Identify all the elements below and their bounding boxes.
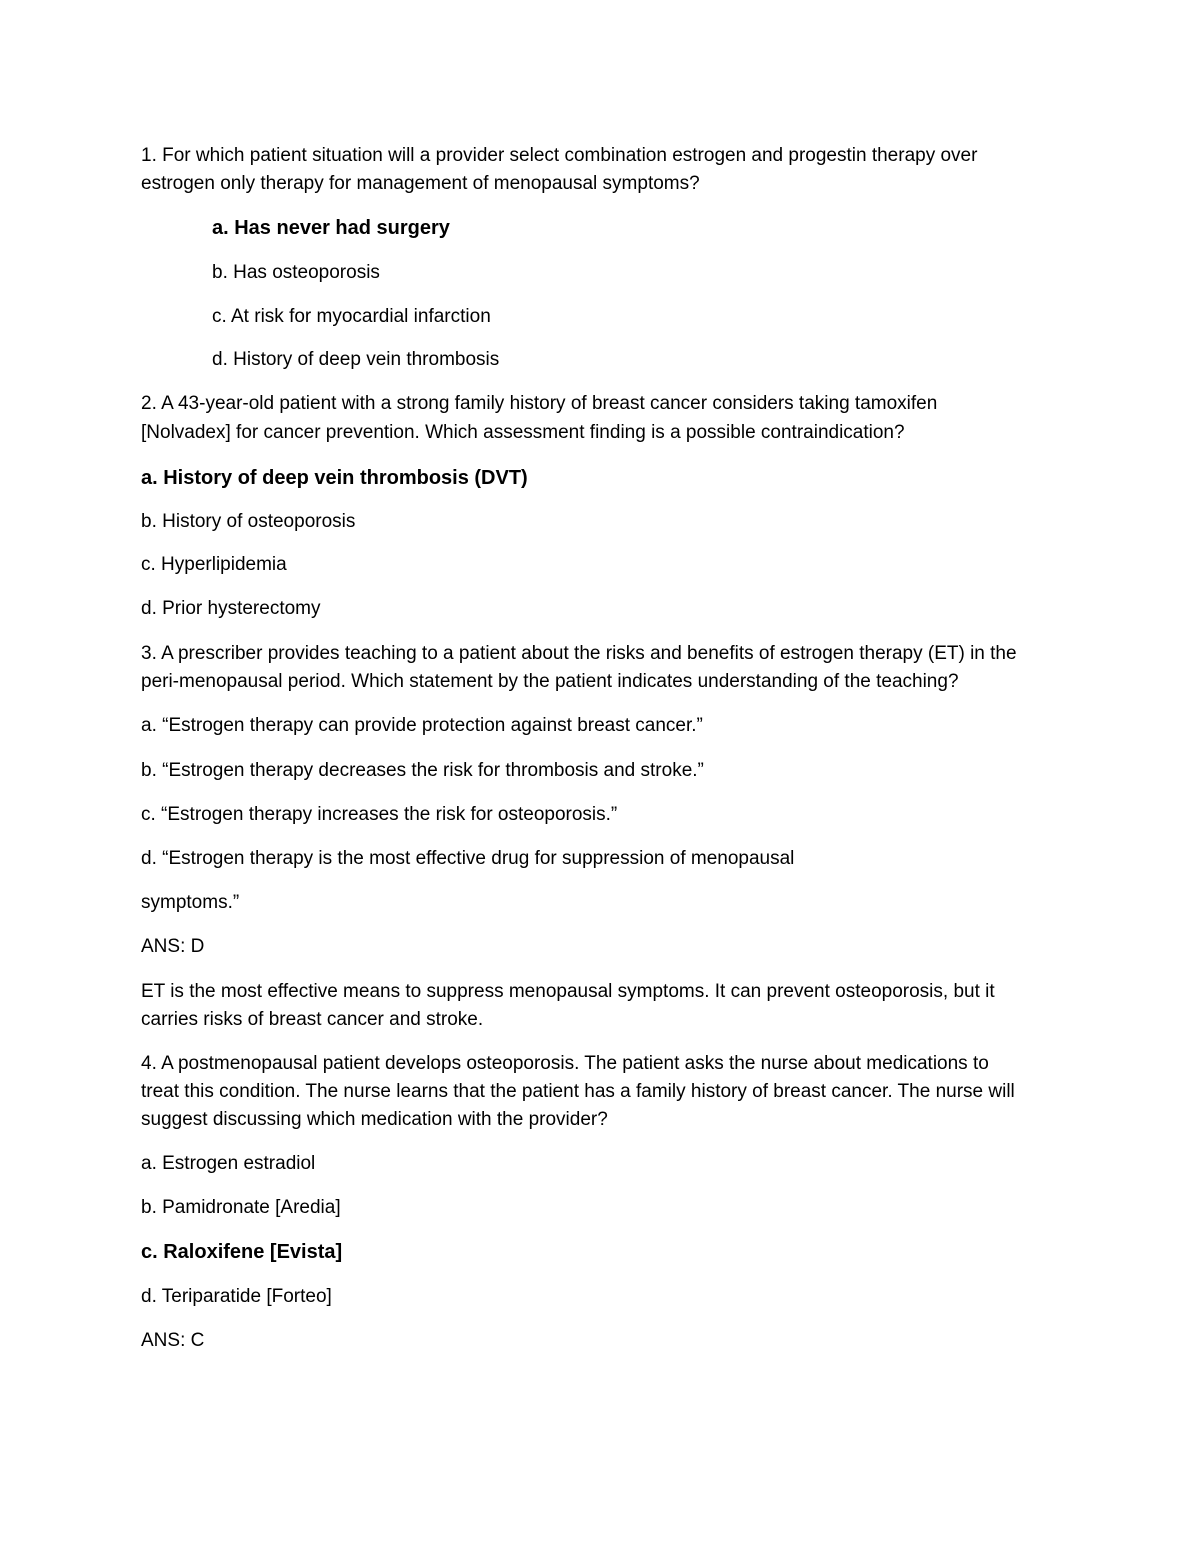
question-3-rationale-line-2: carries risks of breast cancer and stroke. <box>141 1009 484 1030</box>
question-2-text-line-1: 2. A 43-year-old patient with a strong family history of breast cancer considers taking tamoxifen <box>141 393 938 414</box>
question-2-option-b: b. History of osteoporosis <box>141 511 356 532</box>
question-3-text-line-1: 3. A prescriber provides teaching to a patient about the risks and benefits of estrogen therapy (ET) in the <box>141 643 1017 664</box>
question-3-option-a: a. “Estrogen therapy can provide protection against breast cancer.” <box>141 715 703 736</box>
question-1-option-d: d. History of deep vein thrombosis <box>212 349 500 370</box>
question-4-text-line-1: 4. A postmenopausal patient develops osteoporosis. The patient asks the nurse about medications to <box>141 1053 989 1074</box>
question-2-option-a-answer: a. History of deep vein thrombosis (DVT) <box>141 467 528 489</box>
question-4-option-b: b. Pamidronate [Aredia] <box>141 1197 341 1218</box>
question-2-option-c: c. Hyperlipidemia <box>141 554 287 575</box>
question-4-text-line-2: treat this condition. The nurse learns that the patient has a family history of breast cancer. The nurse will <box>141 1081 1015 1102</box>
question-3-option-d-line-1: d. “Estrogen therapy is the most effective drug for suppression of menopausal <box>141 848 795 869</box>
question-1-option-a-answer: a. Has never had surgery <box>212 217 450 239</box>
question-2-option-d: d. Prior hysterectomy <box>141 598 321 619</box>
question-4-answer-key: ANS: C <box>141 1330 205 1351</box>
question-4-option-a: a. Estrogen estradiol <box>141 1153 316 1174</box>
question-3-rationale-line-1: ET is the most effective means to suppress menopausal symptoms. It can prevent osteoporosis, but it <box>141 981 995 1002</box>
question-3-option-d-line-2: symptoms.” <box>141 892 240 913</box>
question-3-option-c: c. “Estrogen therapy increases the risk for osteoporosis.” <box>141 804 618 825</box>
question-4-option-d: d. Teriparatide [Forteo] <box>141 1286 332 1307</box>
question-1-text-line-2: estrogen only therapy for management of menopausal symptoms? <box>141 173 700 194</box>
question-4-text-line-3: suggest discussing which medication with the provider? <box>141 1109 608 1130</box>
question-3-answer-key: ANS: D <box>141 936 205 957</box>
question-1-option-c: c. At risk for myocardial infarction <box>212 306 491 327</box>
question-1-text-line-1: 1. For which patient situation will a provider select combination estrogen and progestin therapy over <box>141 145 978 166</box>
question-3-text-line-2: peri-menopausal period. Which statement by the patient indicates understanding of the teaching? <box>141 671 959 692</box>
question-4-option-c-answer: c. Raloxifene [Evista] <box>141 1241 343 1263</box>
question-2-text-line-2: [Nolvadex] for cancer prevention. Which assessment finding is a possible contraindication? <box>141 422 905 443</box>
question-3-option-b: b. “Estrogen therapy decreases the risk for thrombosis and stroke.” <box>141 760 704 781</box>
question-1-option-b: b. Has osteoporosis <box>212 262 380 283</box>
